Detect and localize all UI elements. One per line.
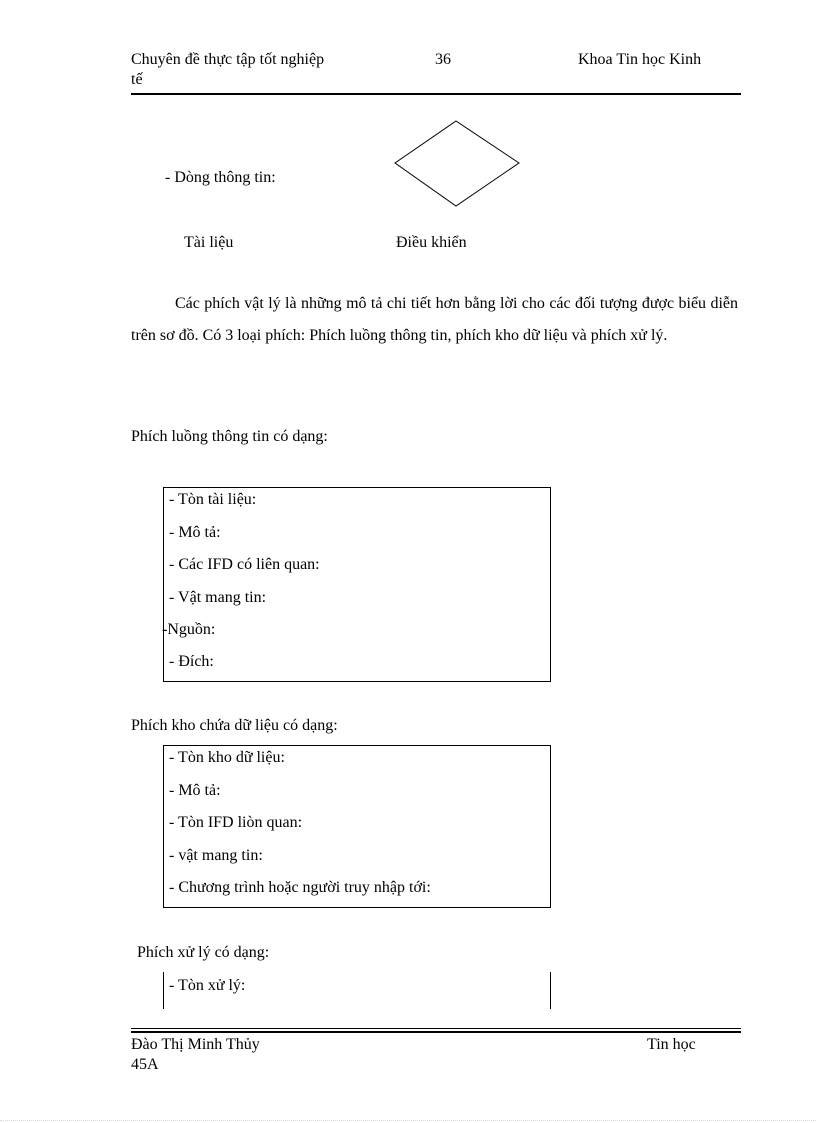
store-card-field: - Tòn kho dữ liệu: [169,749,285,766]
page-number: 36 [435,51,451,68]
footer-subject: Tin học [647,1036,696,1053]
intro-paragraph-text: Các phích vật lý là những mô tả chi tiết hơn bằng lời cho các đối tượng được biểu diễn trên sơ đồ. Có 3 loại phích: Phích luồng thông tin, phích kho dữ liệu và phích xử lý. [131,295,738,344]
store-card-heading: Phích kho chứa dữ liệu có dạng: [131,717,338,734]
footer-author-line2: 45A [131,1056,159,1073]
diamond-symbol [393,119,521,209]
store-card-field: - vật mang tin: [169,847,263,864]
process-card-field: - Tòn xử lý: [169,977,246,994]
flow-symbol-label: - Dòng thông tin: [165,169,276,186]
footer-rule-thin [131,1028,741,1029]
document-symbol-label: Tài liệu [184,234,234,251]
store-card-box [163,745,551,908]
flow-card-field: - Vật mang tin: [169,589,267,606]
flow-card-field: - Mô tả: [169,524,221,541]
flow-card-heading: Phích luồng thông tin có dạng: [131,428,328,445]
store-card-field: - Chương trình hoặc người truy nhập tới: [169,879,431,896]
store-card-field: - Mô tả: [169,782,221,799]
header-title-line1: Chuyên đề thực tập tốt nghiệp [131,51,325,68]
footer-author-line1: Đào Thị Minh Thủy [131,1036,260,1053]
footer-rule-thick [131,1031,741,1033]
header-rule [131,93,741,95]
control-symbol-label: Điều khiển [396,234,467,251]
header-title [131,50,324,90]
flow-card-box [163,487,551,682]
store-card-field: - Tòn IFD liòn quan: [169,814,303,831]
flow-card-field: - Tòn tài liệu: [169,491,257,508]
flow-card-field: - Các IFD có liên quan: [169,556,320,573]
header-department: Khoa Tin học Kinh [578,51,702,68]
diamond-shape [395,121,519,206]
footer-author [131,1035,260,1075]
intro-paragraph [131,288,738,352]
page-bottom-edge [0,1120,816,1121]
flow-card-field: -Nguồn: [162,621,216,638]
header-title-line2: tế [131,71,143,88]
flow-card-field: - Đích: [169,653,214,670]
process-card-box [163,972,551,1009]
process-card-heading: Phích xử lý có dạng: [137,944,270,961]
